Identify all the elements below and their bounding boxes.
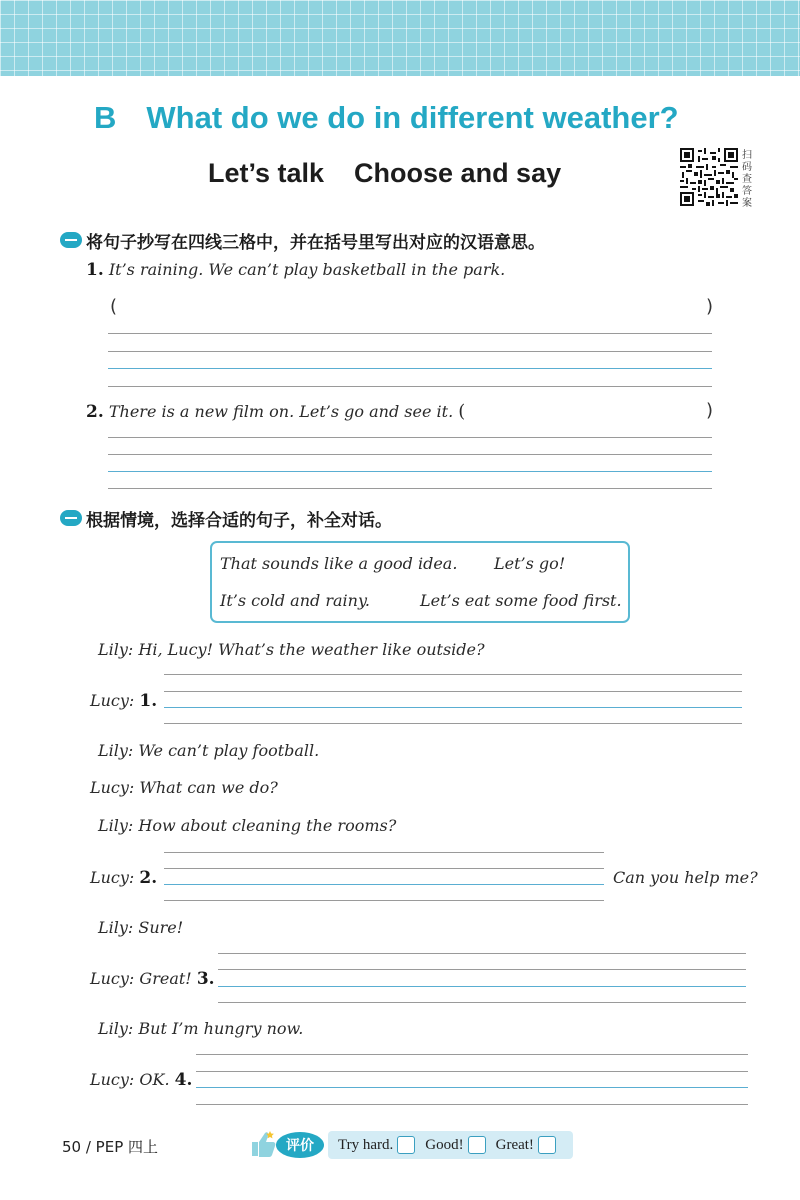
option-eat-food: Let’s eat some food first.: [420, 591, 622, 610]
speaker: Lucy:: [90, 868, 135, 887]
line-text: How about cleaning the rooms?: [138, 816, 397, 835]
speaker: Lucy:: [90, 969, 135, 988]
option-cold-rainy: It’s cold and rainy.: [220, 591, 370, 610]
page-title: [94, 100, 774, 144]
page-number: 50 / PEP 四上: [62, 1138, 159, 1156]
rating-checkbox[interactable]: [468, 1136, 486, 1154]
item-sentence: There is a new film on. Let’s go and see it.: [108, 402, 454, 421]
speaker: Lily:: [98, 741, 134, 760]
section1-heading: [60, 227, 545, 253]
item-sentence: It’s raining. We can’t play basketball in the park.: [108, 260, 506, 279]
speaker: Lily:: [98, 918, 134, 937]
speaker: Lucy:: [90, 778, 135, 797]
rating-try-hard[interactable]: [338, 1136, 415, 1154]
paren-close: ): [706, 400, 714, 421]
options-box: [210, 541, 630, 623]
line-text: Sure!: [138, 918, 184, 937]
rating-good[interactable]: [425, 1136, 485, 1154]
line-text: What can we do?: [139, 778, 278, 797]
dialogue-line-6-tail: Can you help me?: [613, 868, 758, 887]
speaker: Lucy:: [90, 691, 135, 710]
section-one-badge-icon: [60, 232, 82, 248]
exercise-item-2: [86, 401, 465, 422]
speaker: Lily:: [98, 640, 134, 659]
dialogue-line-6: [90, 868, 157, 888]
speaker: Lily:: [98, 816, 134, 835]
title-text: What do we do in different weather?: [146, 100, 679, 135]
dialogue-line-8: [90, 969, 215, 989]
option-lets-go: Let’s go!: [494, 554, 566, 573]
qr-label: [740, 150, 754, 210]
line-text: We can’t play football.: [138, 741, 320, 760]
line-text: Hi, Lucy! What’s the weather like outside?: [138, 640, 485, 659]
section-two-badge-icon: [60, 510, 82, 526]
speaker: Lily:: [98, 1019, 134, 1038]
paren-open: (: [110, 296, 118, 317]
qr-label-char: 扫: [742, 150, 752, 161]
dialogue-line-2: [90, 691, 157, 711]
rating-checkbox[interactable]: [397, 1136, 415, 1154]
paren-open: (: [458, 401, 466, 422]
rating-label: Good!: [425, 1136, 464, 1153]
blank-number: 3.: [196, 969, 215, 989]
qr-label-char: 码: [742, 162, 752, 173]
blank-number: 1.: [139, 691, 158, 711]
rating-label: Great!: [495, 1136, 534, 1153]
section2-heading: [60, 505, 392, 531]
paren-close: ): [706, 296, 714, 317]
section1-instruction: 将句子抄写在四线三格中，并在括号里写出对应的汉语意思。: [86, 232, 545, 253]
line-text: OK.: [139, 1070, 170, 1089]
dialogue-line-4: [90, 778, 278, 797]
qr-label-char: 案: [742, 198, 752, 209]
line-text: But I’m hungry now.: [138, 1019, 304, 1038]
dialogue-line-9: [98, 1019, 303, 1038]
dialogue-line-5: [98, 816, 396, 835]
section-letter: B: [94, 100, 117, 135]
dialogue-line-10: [90, 1070, 192, 1090]
lesson-subtitle: [208, 158, 561, 194]
exercise-item-1: [86, 260, 505, 280]
rating-checkbox[interactable]: [538, 1136, 556, 1154]
subtitle-choose-and-say: Choose and say: [354, 158, 562, 188]
blank-number: 4.: [174, 1070, 193, 1090]
dialogue-line-7: [98, 918, 183, 937]
dialogue-line-1: [98, 640, 485, 659]
blank-number: 2.: [139, 868, 158, 888]
qr-code-icon[interactable]: [680, 148, 738, 206]
rating-great[interactable]: [496, 1136, 556, 1154]
rating-label: Try hard.: [338, 1136, 394, 1153]
speaker: Lucy:: [90, 1070, 135, 1089]
eval-label: 评价: [286, 1138, 314, 1154]
item-number: 2.: [86, 402, 104, 422]
item-number: 1.: [86, 260, 104, 280]
qr-label-char: 查: [742, 174, 752, 185]
thumbs-up-eval-icon: [248, 1128, 326, 1160]
header-grid-banner: [0, 0, 800, 76]
section2-instruction: 根据情境，选择合适的句子，补全对话。: [86, 510, 392, 531]
line-text: Great!: [139, 969, 192, 988]
subtitle-lets-talk: Let’s talk: [208, 158, 325, 188]
option-good-idea: That sounds like a good idea.: [220, 554, 458, 573]
rating-bar: [328, 1131, 573, 1159]
qr-label-char: 答: [742, 186, 752, 197]
dialogue-line-3: [98, 741, 319, 760]
